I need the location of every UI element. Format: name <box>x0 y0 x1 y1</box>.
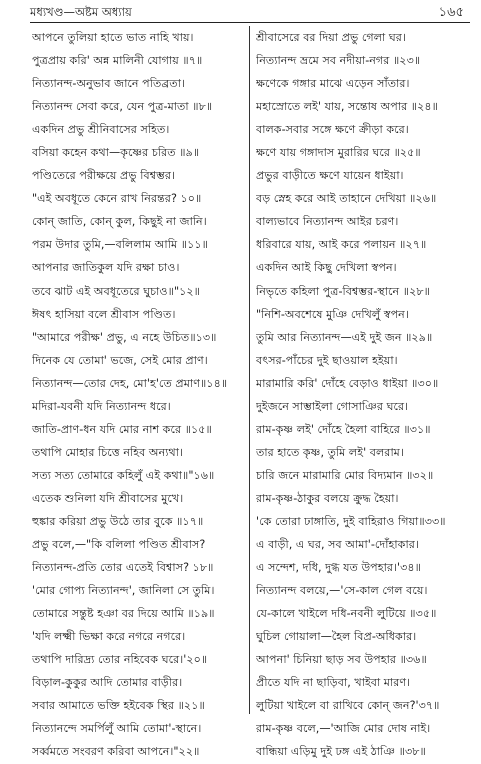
verse-line: ঈষৎ হাসিয়া বলে শ্রীবাস পণ্ডিত। <box>32 307 176 321</box>
verse-line: প্রভুর বাড়ীতে ক্ষণে যায়েন ধাইয়া। <box>256 169 404 183</box>
verse-line: তবে ঝাট এই অবধূতেরে ঘুচাও॥"১২॥ <box>32 284 200 298</box>
verse-line: প্রীতে যদি না ছাড়িবা, খাইবা মারণ। <box>256 676 411 690</box>
verse-line: 'কে তোরা ঢাঙ্গাতি, দুই বাহিরাও গিয়া॥৩৩॥ <box>256 514 446 528</box>
verse-line: যে-কালে খাইলে দধি-নবনী লুটিয়ে ॥৩৫॥ <box>256 607 437 621</box>
verse-line: রাম-কৃষ্ণ-ঠাকুর বলয়ে ক্রুদ্ধ হৈয়া। <box>256 491 399 505</box>
verse-line: এ সন্দেশ, দধি, দুগ্ধ যত উপহার।'৩৪॥ <box>256 561 421 575</box>
verse-line: দিনেক যে তোমা' ভজে, সেই মোর প্রাণ। <box>32 353 208 367</box>
verse-line: নিত্যানন্দ ভ্রমে সব নদীয়া-নগর ॥২৩॥ <box>256 54 421 68</box>
verse-line: প্রভু বলে,—"কি বলিলা পণ্ডিত শ্রীবাস? <box>32 538 206 552</box>
right-column <box>256 26 470 764</box>
verse-line: তুমি আর নিত্যানন্দ—এই দুই জন ॥২৯॥ <box>256 330 433 344</box>
verse-line: জাতি-প্রাণ-ধন যদি মোর নাশ করে ॥১৫॥ <box>32 422 212 436</box>
verse-line: বৎসর-পাঁচের দুই ছাওয়াল হইয়া। <box>256 353 398 367</box>
running-head: মধ্যখণ্ড—অষ্টম অধ্যায় <box>30 5 132 19</box>
verse-line: নিত্যানন্দ-অনুভাব জানে পতিব্রতা। <box>32 77 185 91</box>
verse-line: চারি জনে মারামারি মোর বিদ্যমান ॥৩২॥ <box>256 468 434 482</box>
verse-line: শ্রীবাসেরে বর দিয়া প্রভু গেলা ঘর। <box>256 31 406 44</box>
verse-line: 'যদি লক্ষ্মী ভিক্ষা করে নগরে নগরে। <box>32 630 186 644</box>
page-number: ১৬৫ <box>438 5 464 20</box>
verse-line: বাল্যভাবে নিত্যানন্দ আইর চরণ। <box>256 215 399 229</box>
verse-line: ঘুচিল গোয়ালা—হৈল বিপ্র-অধিকার। <box>256 630 417 644</box>
verse-line: 'মোর গোপ্য নিত্যানন্দ', জানিলা সে তুমি। <box>32 584 215 598</box>
page-header <box>30 2 470 23</box>
verse-line: "এই অবধূতে কেনে রাখ নিরন্তর? ১০॥ <box>32 192 202 206</box>
verse-line: নিভৃতে কহিলা পুত্র-বিশ্বম্ভর-স্থানে ॥২৮॥ <box>256 284 430 298</box>
verse-line: লুটিয়া খাইলে বা রাখিবে কোন্ জন?'৩৭॥ <box>256 699 440 713</box>
verse-line: নিত্যানন্দ-প্রতি তোর এতেই বিশ্বাস? ১৮॥ <box>32 561 214 575</box>
left-column <box>32 26 246 764</box>
verse-line: সর্ব্বমতে সংবরণ করিবা আপনে।"২২॥ <box>32 745 200 759</box>
verse-line: আপনা' চিনিয়া ছাড় সব উপহার ॥৩৬॥ <box>256 653 427 667</box>
verse-line: নিত্যানন্দে সমর্পিলুঁ আমি তোমা'-স্থানে। <box>32 722 202 736</box>
verse-line: নিত্যানন্দ বলয়ে,—'সে-কাল গেল বয়ে। <box>256 584 428 598</box>
verse-line: পুত্রপ্রায় করি' অন্ন মালিনী যোগায় ॥৭॥ <box>32 54 203 68</box>
verse-line: ধরিবারে যায়, আই করে পলায়ন ॥২৭॥ <box>256 238 427 252</box>
verse-line: বিড়াল-কুকুর আদি তোমার বাড়ীর। <box>32 676 183 690</box>
verse-line: তথাপি দারিদ্র্য তোর নহিবেক ঘরে।'২০॥ <box>32 653 208 667</box>
verse-line: নিত্যানন্দ—তোর দেহ, মো'হ'তে প্রমাণ॥১৪॥ <box>32 376 228 390</box>
text-columns <box>30 26 470 759</box>
verse-line: "নিশি-অবশেষে মুঞি দেখিলুঁ স্বপন। <box>256 307 409 321</box>
verse-line: তোমারে সন্তুষ্ট হঞা বর দিয়ে আমি ॥১৯॥ <box>32 607 215 621</box>
verse-line: তথাপি মোহার চিত্তে নহিব অন্যথা। <box>32 445 183 459</box>
verse-line: একদিন আই কিছু দেখিলা স্বপন। <box>256 261 397 275</box>
verse-line: "আমারে পরীক্ষ' প্রভু, এ নহে উচিত॥১৩॥ <box>32 330 217 344</box>
verse-line: একদিন প্রভু শ্রীনিবাসের সহিত। <box>32 123 170 137</box>
column-divider <box>249 26 250 714</box>
verse-line: সত্য সত্য তোমারে কহিলুঁ এই কথা॥"১৬॥ <box>32 468 215 482</box>
verse-line: ক্ষণে যায় গঙ্গাদাস মুরারির ঘরে ॥২৫॥ <box>256 146 421 160</box>
verse-line: বসিয়া কহেন কথা—কৃষ্ণের চরিত ॥৯॥ <box>32 146 200 160</box>
verse-line: বড় স্নেহ করে আই তাহানে দেখিয়া ॥২৬॥ <box>256 192 437 206</box>
verse-line: মারামারি করি' দোঁহে বেড়াও ধাইয়া ॥৩০॥ <box>256 376 439 390</box>
verse-line: আপনে তুলিয়া হাতে ভাত নাহি খায়। <box>32 31 194 44</box>
verse-line: কোন্ জাতি, কোন্ কুল, কিছুই না জানি। <box>32 215 207 229</box>
verse-line: এতেক শুনিলা যদি শ্রীবাসের মুখে। <box>32 491 184 505</box>
verse-line: আপনার জাতিকুল যদি রক্ষা চাও। <box>32 261 180 275</box>
verse-line: রাম-কৃষ্ণ বলে,—'আজি মোর দোষ নাই। <box>256 722 431 736</box>
verse-line: সবার আমাতে ভক্তি হইবেক স্থির ॥২১॥ <box>32 699 205 713</box>
verse-line: এ বাড়ী, এ ঘর, সব আমা'-দোঁহাকার। <box>256 538 419 552</box>
verse-line: রাম-কৃষ্ণ লই' দোঁহে হৈলা বাহিরে ॥৩১॥ <box>256 422 431 436</box>
verse-line: নিত্যানন্দ সেবা করে, যেন পুত্র-মাতা ॥৮॥ <box>32 100 213 114</box>
verse-line: দুইজনে সাম্ভাইলা গোসাঞির ঘরে। <box>256 399 409 413</box>
verse-line: তার হাতে কৃষ্ণ, তুমি লই' বলরাম। <box>256 445 404 459</box>
verse-line: পণ্ডিতেরে পরীক্ষয়ে প্রভু বিশ্বম্ভর। <box>32 169 176 183</box>
verse-line: পরম উদার তুমি,—বলিলাম আমি ॥১১॥ <box>32 238 208 252</box>
verse-line: বান্ধিয়া এড়িমু দুই ঢঙ্গ এই ঠাঞি ॥৩৮॥ <box>256 745 426 759</box>
verse-line: বালক-সবার সঙ্গে ক্ষণে ক্রীড়া করে। <box>256 123 409 137</box>
verse-line: ক্ষণেকে গঙ্গার মাঝে এড়েন সাঁতার। <box>256 77 410 91</box>
verse-line: মদিরা-যবনী যদি নিত্যানন্দ ধরে। <box>32 399 171 413</box>
verse-line: মহাস্রোতে লই' যায়, সন্তোষ অপার ॥২৪॥ <box>256 100 438 114</box>
verse-line: হুঙ্কার করিয়া প্রভু উঠে তার বুকে ॥১৭॥ <box>32 514 204 528</box>
